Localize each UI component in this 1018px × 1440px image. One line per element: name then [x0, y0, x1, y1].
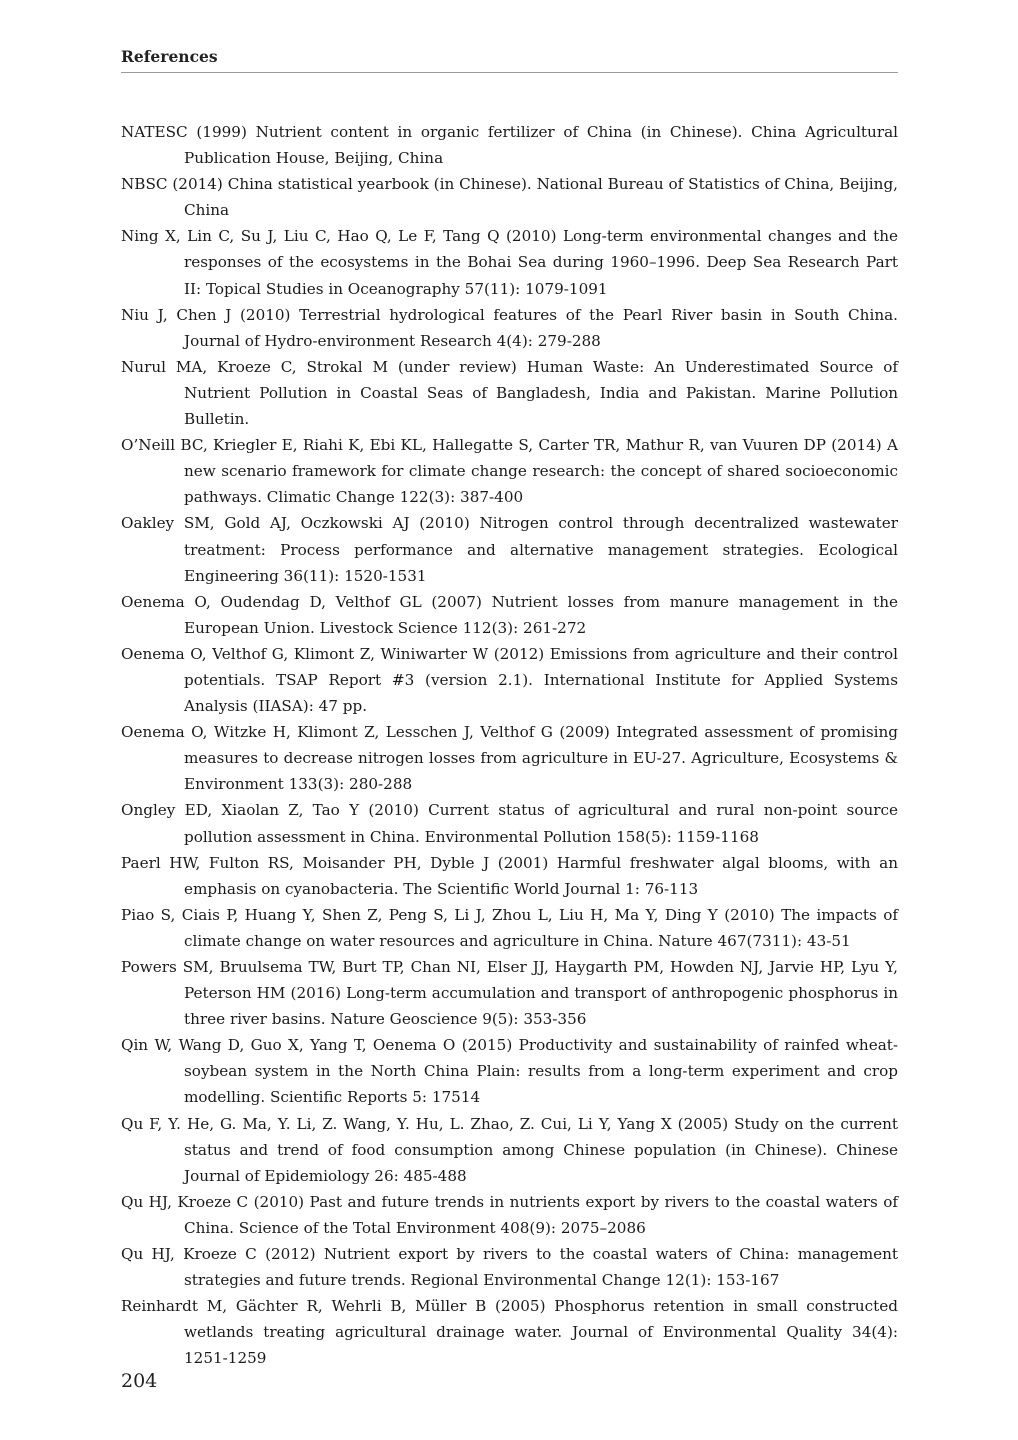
reference-list: [121, 119, 898, 1372]
reference-entry: Qu HJ, Kroeze C (2010) Past and future trends in nutrients export by rivers to the coastal waters of China. Science of the Total Environment 408(9): 2075–2086: [121, 1192, 898, 1237]
reference-entry: Qu F, Y. He, G. Ma, Y. Li, Z. Wang, Y. Hu, L. Zhao, Z. Cui, Li Y, Yang X (2005) Study on the current status and trend of food consumption among Chinese population (in Chinese). Chinese Journal of Epidemiology 26: 485-488: [121, 1114, 898, 1185]
reference-entry: Ning X, Lin C, Su J, Liu C, Hao Q, Le F, Tang Q (2010) Long-term environmental changes and the responses of the ecosystems in the Bohai Sea during 1960–1996. Deep Sea Research Part II: Topical Studies in Oceanography 57(11): 1079-1091: [121, 227, 898, 298]
reference-entry: Ongley ED, Xiaolan Z, Tao Y (2010) Current status of agricultural and rural non-point source pollution assessment in China. Environmental Pollution 158(5): 1159-1168: [121, 801, 898, 846]
reference-entry: Niu J, Chen J (2010) Terrestrial hydrological features of the Pearl River basin in South China. Journal of Hydro-environment Research 4(4): 279-288: [121, 305, 898, 350]
reference-entry: Powers SM, Bruulsema TW, Burt TP, Chan NI, Elser JJ, Haygarth PM, Howden NJ, Jarvie HP, Lyu Y, Peterson HM (2016) Long-term accumulation and transport of anthropogenic phosphorus in three river basins. Nature Geoscience 9(5): 353-356: [121, 958, 898, 1029]
reference-entry: Qu HJ, Kroeze C (2012) Nutrient export by rivers to the coastal waters of China: management strategies and future trends. Regional Environmental Change 12(1): 153-167: [121, 1245, 898, 1290]
reference-entry: Oakley SM, Gold AJ, Oczkowski AJ (2010) Nitrogen control through decentralized wastewater treatment: Process performance and alternative management strategies. Ecological Engineering 36(11): 1520-1531: [121, 514, 898, 585]
page-number: 204: [121, 1370, 158, 1392]
reference-entry: Qin W, Wang D, Guo X, Yang T, Oenema O (2015) Productivity and sustainability of rainfed wheat-soybean system in the North China Plain: results from a long-term experiment and crop modelling. Scientific Reports 5: 17514: [121, 1036, 898, 1107]
reference-entry: Paerl HW, Fulton RS, Moisander PH, Dyble J (2001) Harmful freshwater algal blooms, with an emphasis on cyanobacteria. The Scientific World Journal 1: 76-113: [121, 853, 898, 898]
page-header: [121, 46, 898, 73]
reference-entry: NATESC (1999) Nutrient content in organic fertilizer of China (in Chinese). China Agricultural Publication House, Beijing, China: [121, 123, 898, 168]
reference-entry: Reinhardt M, Gächter R, Wehrli B, Müller B (2005) Phosphorus retention in small constructed wetlands treating agricultural drainage water. Journal of Environmental Quality 34(4): 1251-1259: [121, 1297, 898, 1368]
reference-entry: Piao S, Ciais P, Huang Y, Shen Z, Peng S, Li J, Zhou L, Liu H, Ma Y, Ding Y (2010) The impacts of climate change on water resources and agriculture in China. Nature 467(7311): 43-51: [121, 905, 898, 950]
reference-entry: O’Neill BC, Kriegler E, Riahi K, Ebi KL, Hallegatte S, Carter TR, Mathur R, van Vuuren DP (2014) A new scenario framework for climate change research: the concept of shared socioeconomic pathways. Climatic Change 122(3): 387-400: [121, 436, 898, 507]
section-title: References: [121, 47, 218, 66]
reference-entry: Oenema O, Velthof G, Klimont Z, Winiwarter W (2012) Emissions from agriculture and their control potentials. TSAP Report #3 (version 2.1). International Institute for Applied Systems Analysis (IIASA): 47 pp.: [121, 644, 898, 716]
reference-entry: Nurul MA, Kroeze C, Strokal M (under review) Human Waste: An Underestimated Source of Nutrient Pollution in Coastal Seas of Bangladesh, India and Pakistan. Marine Pollution Bulletin.: [121, 357, 898, 429]
reference-entry: NBSC (2014) China statistical yearbook (in Chinese). National Bureau of Statistics of China, Beijing, China: [121, 175, 898, 220]
reference-entry: Oenema O, Witzke H, Klimont Z, Lesschen J, Velthof G (2009) Integrated assessment of promising measures to decrease nitrogen losses from agriculture in EU-27. Agriculture, Ecosystems & Environment 133(3): 280-288: [121, 723, 898, 794]
reference-entry: Oenema O, Oudendag D, Velthof GL (2007) Nutrient losses from manure management in the European Union. Livestock Science 112(3): 261-272: [121, 592, 898, 637]
